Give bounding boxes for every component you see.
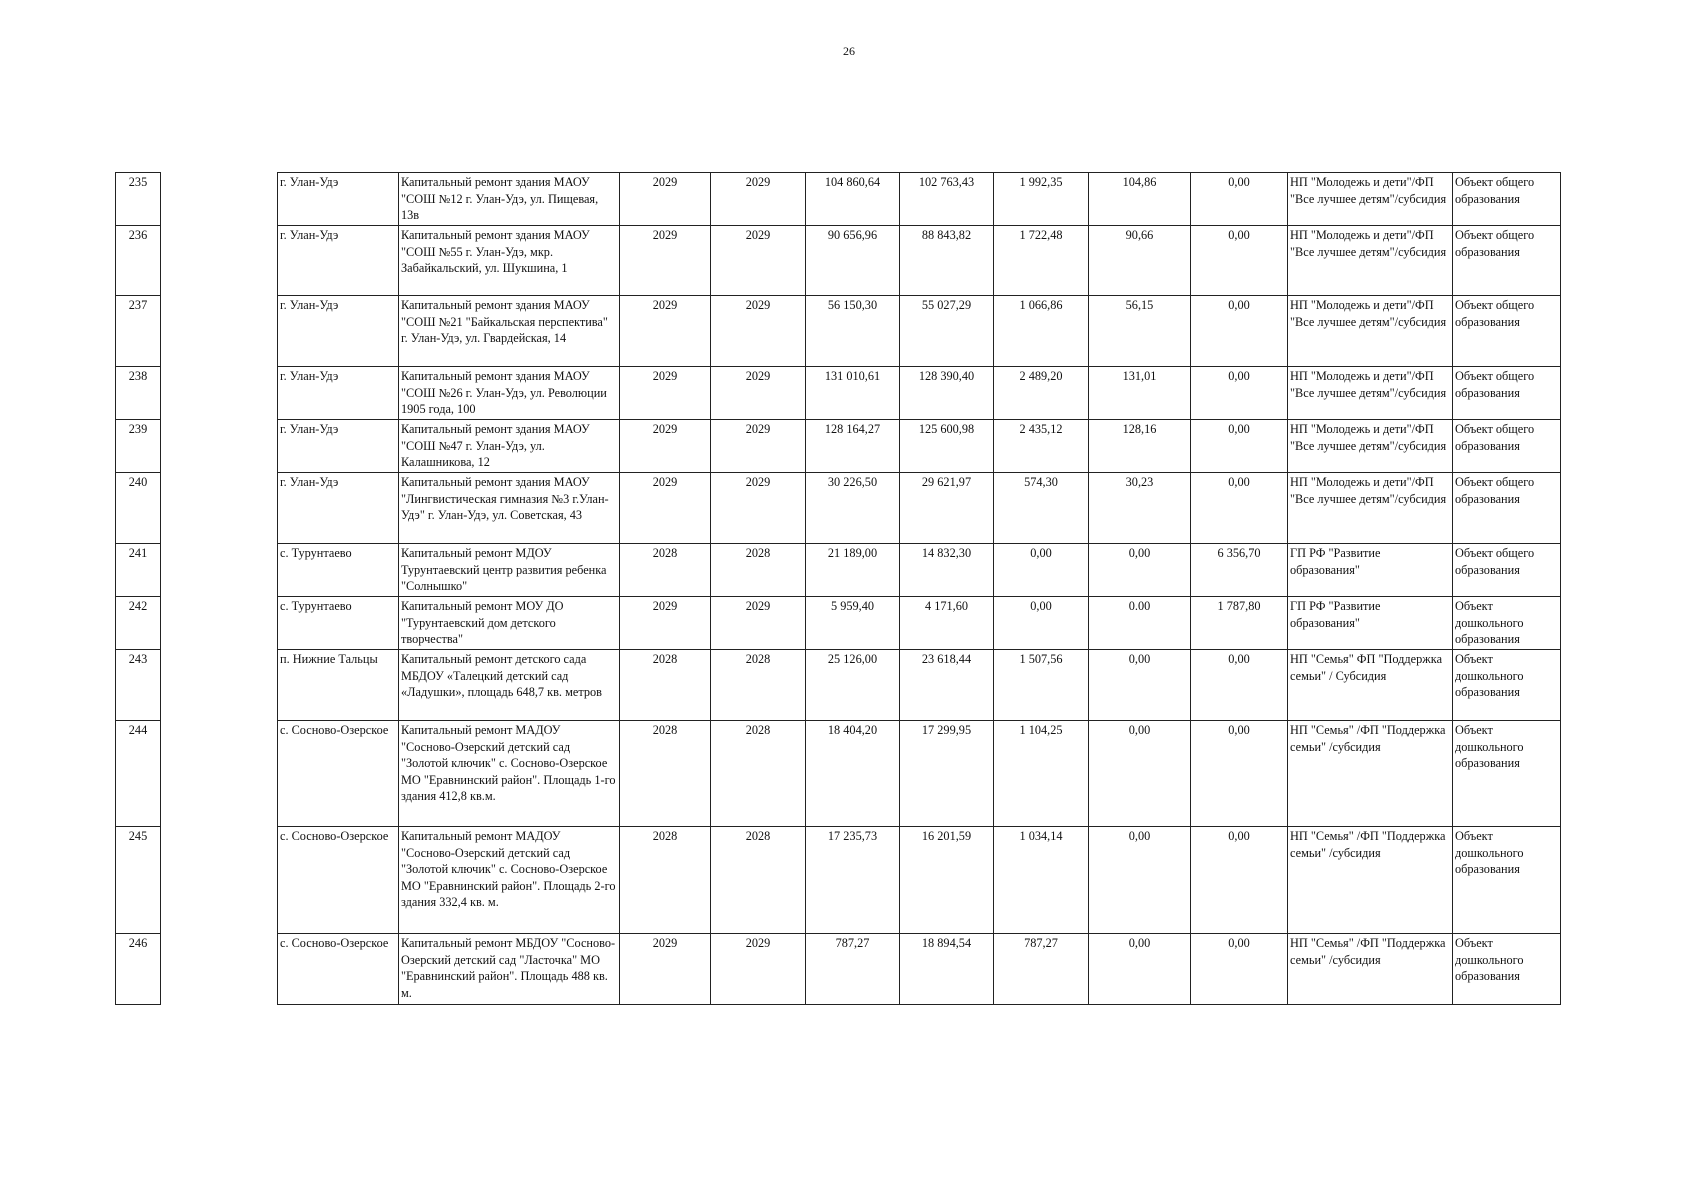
spacer-cell xyxy=(161,827,278,934)
program-cell: ГП РФ "Развитие образования" xyxy=(1288,544,1453,597)
start-year-cell: 2029 xyxy=(620,473,711,544)
regional-amount-cell: 1 722,48 xyxy=(994,226,1089,296)
federal-amount-cell: 128 390,40 xyxy=(900,367,994,420)
end-year-cell: 2029 xyxy=(711,296,806,367)
row-number: 236 xyxy=(116,226,161,296)
total-amount-cell: 21 189,00 xyxy=(806,544,900,597)
regional-amount-cell: 1 066,86 xyxy=(994,296,1089,367)
local-amount-cell: 90,66 xyxy=(1089,226,1191,296)
page-number: 26 xyxy=(843,44,855,58)
federal-amount-cell: 18 894,54 xyxy=(900,934,994,1005)
regional-amount-cell: 1 104,25 xyxy=(994,721,1089,827)
other-amount-cell: 0,00 xyxy=(1191,650,1288,721)
spacer-cell xyxy=(161,650,278,721)
program-cell: НП "Семья" ФП "Поддержка семьи" / Субсидия xyxy=(1288,650,1453,721)
other-amount-cell: 6 356,70 xyxy=(1191,544,1288,597)
other-amount-cell: 1 787,80 xyxy=(1191,597,1288,650)
program-cell: НП "Молодежь и дети"/ФП "Все лучшее детям"/субсидия xyxy=(1288,296,1453,367)
object-type-cell: Объект дошкольного образования xyxy=(1453,597,1561,650)
end-year-cell: 2029 xyxy=(711,420,806,473)
other-amount-cell: 0,00 xyxy=(1191,934,1288,1005)
local-amount-cell: 0,00 xyxy=(1089,650,1191,721)
total-amount-cell: 17 235,73 xyxy=(806,827,900,934)
start-year-cell: 2028 xyxy=(620,827,711,934)
start-year-cell: 2029 xyxy=(620,367,711,420)
federal-amount-cell: 55 027,29 xyxy=(900,296,994,367)
program-cell: ГП РФ "Развитие образования" xyxy=(1288,597,1453,650)
regional-amount-cell: 2 489,20 xyxy=(994,367,1089,420)
spacer-cell xyxy=(161,473,278,544)
total-amount-cell: 5 959,40 xyxy=(806,597,900,650)
spacer-cell xyxy=(161,367,278,420)
local-amount-cell: 0.00 xyxy=(1089,597,1191,650)
local-amount-cell: 104,86 xyxy=(1089,173,1191,226)
start-year-cell: 2029 xyxy=(620,597,711,650)
local-amount-cell: 0,00 xyxy=(1089,934,1191,1005)
row-number: 237 xyxy=(116,296,161,367)
spacer-cell xyxy=(161,934,278,1005)
objects-table xyxy=(115,172,1561,1005)
regional-amount-cell: 2 435,12 xyxy=(994,420,1089,473)
program-cell: НП "Семья" /ФП "Поддержка семьи" /субсидия xyxy=(1288,934,1453,1005)
federal-amount-cell: 88 843,82 xyxy=(900,226,994,296)
object-type-cell: Объект общего образования xyxy=(1453,544,1561,597)
total-amount-cell: 25 126,00 xyxy=(806,650,900,721)
settlement-cell: г. Улан-Удэ xyxy=(278,173,399,226)
local-amount-cell: 128,16 xyxy=(1089,420,1191,473)
row-number: 242 xyxy=(116,597,161,650)
settlement-cell: г. Улан-Удэ xyxy=(278,296,399,367)
end-year-cell: 2028 xyxy=(711,544,806,597)
local-amount-cell: 0,00 xyxy=(1089,721,1191,827)
federal-amount-cell: 4 171,60 xyxy=(900,597,994,650)
object-type-cell: Объект общего образования xyxy=(1453,420,1561,473)
end-year-cell: 2029 xyxy=(711,173,806,226)
start-year-cell: 2028 xyxy=(620,544,711,597)
table-row xyxy=(116,473,1561,544)
regional-amount-cell: 574,30 xyxy=(994,473,1089,544)
start-year-cell: 2028 xyxy=(620,650,711,721)
end-year-cell: 2028 xyxy=(711,827,806,934)
program-cell: НП "Молодежь и дети"/ФП "Все лучшее детям"/субсидия xyxy=(1288,473,1453,544)
object-name-cell: Капитальный ремонт МАДОУ "Сосново-Озерский детский сад "Золотой ключик" с. Сосново-Озерское МО "Еравнинский район". Площадь 1-го здания 412,8 кв.м. xyxy=(399,721,620,827)
spacer-cell xyxy=(161,721,278,827)
total-amount-cell: 90 656,96 xyxy=(806,226,900,296)
object-type-cell: Объект общего образования xyxy=(1453,367,1561,420)
other-amount-cell: 0,00 xyxy=(1191,721,1288,827)
settlement-cell: г. Улан-Удэ xyxy=(278,420,399,473)
object-type-cell: Объект общего образования xyxy=(1453,473,1561,544)
object-name-cell: Капитальный ремонт детского сада МБДОУ «Талецкий детский сад «Ладушки», площадь 648,7 кв. метров xyxy=(399,650,620,721)
federal-amount-cell: 125 600,98 xyxy=(900,420,994,473)
settlement-cell: с. Сосново-Озерское xyxy=(278,827,399,934)
program-cell: НП "Молодежь и дети"/ФП "Все лучшее детям"/субсидия xyxy=(1288,367,1453,420)
settlement-cell: с. Турунтаево xyxy=(278,597,399,650)
settlement-cell: с. Турунтаево xyxy=(278,544,399,597)
regional-amount-cell: 1 034,14 xyxy=(994,827,1089,934)
row-number: 244 xyxy=(116,721,161,827)
settlement-cell: с. Сосново-Озерское xyxy=(278,934,399,1005)
table-row xyxy=(116,827,1561,934)
table-row xyxy=(116,721,1561,827)
regional-amount-cell: 1 507,56 xyxy=(994,650,1089,721)
spacer-cell xyxy=(161,173,278,226)
federal-amount-cell: 29 621,97 xyxy=(900,473,994,544)
spacer-cell xyxy=(161,226,278,296)
other-amount-cell: 0,00 xyxy=(1191,226,1288,296)
program-cell: НП "Молодежь и дети"/ФП "Все лучшее детям"/субсидия xyxy=(1288,420,1453,473)
local-amount-cell: 30,23 xyxy=(1089,473,1191,544)
settlement-cell: п. Нижние Тальцы xyxy=(278,650,399,721)
row-number: 246 xyxy=(116,934,161,1005)
settlement-cell: г. Улан-Удэ xyxy=(278,226,399,296)
end-year-cell: 2029 xyxy=(711,226,806,296)
spacer-cell xyxy=(161,544,278,597)
row-number: 243 xyxy=(116,650,161,721)
total-amount-cell: 18 404,20 xyxy=(806,721,900,827)
object-type-cell: Объект дошкольного образования xyxy=(1453,721,1561,827)
total-amount-cell: 56 150,30 xyxy=(806,296,900,367)
object-type-cell: Объект общего образования xyxy=(1453,296,1561,367)
object-name-cell: Капитальный ремонт здания МАОУ "СОШ №47 г. Улан-Удэ, ул. Калашникова, 12 xyxy=(399,420,620,473)
program-cell: НП "Молодежь и дети"/ФП "Все лучшее детям"/субсидия xyxy=(1288,226,1453,296)
row-number: 238 xyxy=(116,367,161,420)
table-row xyxy=(116,296,1561,367)
object-name-cell: Капитальный ремонт здания МАОУ "СОШ №26 г. Улан-Удэ, ул. Революции 1905 года, 100 xyxy=(399,367,620,420)
object-name-cell: Капитальный ремонт МДОУ Турунтаевский центр развития ребенка "Солнышко" xyxy=(399,544,620,597)
program-cell: НП "Семья" /ФП "Поддержка семьи" /субсидия xyxy=(1288,827,1453,934)
start-year-cell: 2029 xyxy=(620,934,711,1005)
total-amount-cell: 128 164,27 xyxy=(806,420,900,473)
other-amount-cell: 0,00 xyxy=(1191,420,1288,473)
start-year-cell: 2029 xyxy=(620,296,711,367)
regional-amount-cell: 787,27 xyxy=(994,934,1089,1005)
table-body xyxy=(116,173,1561,1005)
object-type-cell: Объект дошкольного образования xyxy=(1453,934,1561,1005)
local-amount-cell: 0,00 xyxy=(1089,544,1191,597)
federal-amount-cell: 16 201,59 xyxy=(900,827,994,934)
table-row xyxy=(116,597,1561,650)
row-number: 235 xyxy=(116,173,161,226)
program-cell: НП "Семья" /ФП "Поддержка семьи" /субсидия xyxy=(1288,721,1453,827)
end-year-cell: 2029 xyxy=(711,473,806,544)
total-amount-cell: 131 010,61 xyxy=(806,367,900,420)
other-amount-cell: 0,00 xyxy=(1191,473,1288,544)
table-row xyxy=(116,544,1561,597)
end-year-cell: 2028 xyxy=(711,721,806,827)
total-amount-cell: 104 860,64 xyxy=(806,173,900,226)
other-amount-cell: 0,00 xyxy=(1191,367,1288,420)
row-number: 239 xyxy=(116,420,161,473)
table-row xyxy=(116,934,1561,1005)
federal-amount-cell: 17 299,95 xyxy=(900,721,994,827)
object-name-cell: Капитальный ремонт здания МАОУ "СОШ №21 "Байкальская перспектива" г. Улан-Удэ, ул. Гвардейская, 14 xyxy=(399,296,620,367)
start-year-cell: 2028 xyxy=(620,721,711,827)
object-type-cell: Объект дошкольного образования xyxy=(1453,650,1561,721)
end-year-cell: 2029 xyxy=(711,597,806,650)
object-type-cell: Объект дошкольного образования xyxy=(1453,827,1561,934)
object-name-cell: Капитальный ремонт МАДОУ "Сосново-Озерский детский сад "Золотой ключик" с. Сосново-Озерское МО "Еравнинский район". Площадь 2-го здания 332,4 кв. м. xyxy=(399,827,620,934)
table-row xyxy=(116,226,1561,296)
regional-amount-cell: 0,00 xyxy=(994,544,1089,597)
object-type-cell: Объект общего образования xyxy=(1453,173,1561,226)
other-amount-cell: 0,00 xyxy=(1191,173,1288,226)
table-row xyxy=(116,420,1561,473)
settlement-cell: с. Сосново-Озерское xyxy=(278,721,399,827)
spacer-cell xyxy=(161,420,278,473)
row-number: 245 xyxy=(116,827,161,934)
object-name-cell: Капитальный ремонт МОУ ДО "Турунтаевский дом детского творчества" xyxy=(399,597,620,650)
total-amount-cell: 30 226,50 xyxy=(806,473,900,544)
row-number: 240 xyxy=(116,473,161,544)
spacer-cell xyxy=(161,597,278,650)
federal-amount-cell: 102 763,43 xyxy=(900,173,994,226)
end-year-cell: 2029 xyxy=(711,934,806,1005)
local-amount-cell: 0,00 xyxy=(1089,827,1191,934)
settlement-cell: г. Улан-Удэ xyxy=(278,367,399,420)
end-year-cell: 2029 xyxy=(711,367,806,420)
spacer-cell xyxy=(161,296,278,367)
start-year-cell: 2029 xyxy=(620,226,711,296)
program-cell: НП "Молодежь и дети"/ФП "Все лучшее детям"/субсидия xyxy=(1288,173,1453,226)
other-amount-cell: 0,00 xyxy=(1191,296,1288,367)
other-amount-cell: 0,00 xyxy=(1191,827,1288,934)
settlement-cell: г. Улан-Удэ xyxy=(278,473,399,544)
federal-amount-cell: 23 618,44 xyxy=(900,650,994,721)
object-name-cell: Капитальный ремонт МБДОУ "Сосново-Озерский детский сад "Ласточка" МО "Еравнинский район". Площадь 488 кв. м. xyxy=(399,934,620,1005)
regional-amount-cell: 1 992,35 xyxy=(994,173,1089,226)
local-amount-cell: 131,01 xyxy=(1089,367,1191,420)
object-name-cell: Капитальный ремонт здания МАОУ "СОШ №12 г. Улан-Удэ, ул. Пищевая, 13в xyxy=(399,173,620,226)
regional-amount-cell: 0,00 xyxy=(994,597,1089,650)
federal-amount-cell: 14 832,30 xyxy=(900,544,994,597)
start-year-cell: 2029 xyxy=(620,420,711,473)
table-row xyxy=(116,367,1561,420)
object-type-cell: Объект общего образования xyxy=(1453,226,1561,296)
table-row xyxy=(116,173,1561,226)
object-name-cell: Капитальный ремонт здания МАОУ "Лингвистическая гимназия №3 г.Улан-Удэ" г. Улан-Удэ, ул. Советская, 43 xyxy=(399,473,620,544)
local-amount-cell: 56,15 xyxy=(1089,296,1191,367)
row-number: 241 xyxy=(116,544,161,597)
table-row xyxy=(116,650,1561,721)
object-name-cell: Капитальный ремонт здания МАОУ "СОШ №55 г. Улан-Удэ, мкр. Забайкальский, ул. Шукшина, 1 xyxy=(399,226,620,296)
end-year-cell: 2028 xyxy=(711,650,806,721)
total-amount-cell: 787,27 xyxy=(806,934,900,1005)
start-year-cell: 2029 xyxy=(620,173,711,226)
